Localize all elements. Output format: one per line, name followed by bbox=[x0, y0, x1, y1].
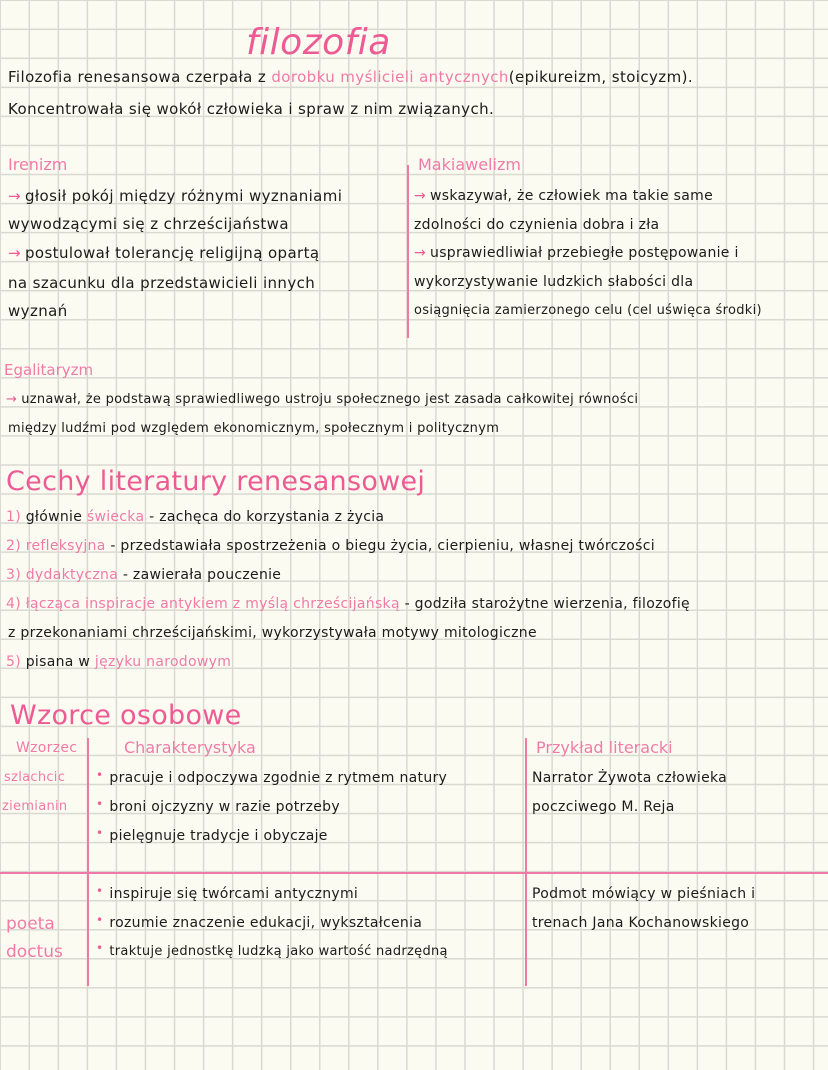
trait-item: • pielęgnuje tradycje i obyczaje bbox=[96, 826, 328, 844]
cechy-item: 5) pisana w języku narodowym bbox=[6, 654, 232, 670]
makiawelizm-line: zdolności do czynienia dobra i zła bbox=[414, 217, 660, 233]
trait-item: • inspiruje się twórcami antycznymi bbox=[96, 884, 359, 902]
cechy-heading: Cechy literatury renesansowej bbox=[6, 466, 426, 497]
cechy-item: 2) refleksyjna - przedstawiała spostrzeżenia o biegu życia, cierpieniu, własnej twórczości bbox=[6, 538, 655, 554]
wzorzec-name: ziemianin bbox=[2, 799, 68, 814]
makiawelizm-line: osiągnięcia zamierzonego celu (cel uświęca środki) bbox=[414, 303, 762, 318]
column-header-wzorzec: Wzorzec bbox=[16, 740, 78, 756]
intro-line-1 bbox=[8, 68, 693, 86]
arrow-icon: → bbox=[8, 187, 21, 205]
intro-text-end: (epikureizm, stoicyzm). bbox=[508, 68, 694, 86]
example-line: trenach Jana Kochanowskiego bbox=[532, 915, 750, 931]
intro-highlight: dorobku myślicieli antycznych bbox=[271, 68, 509, 86]
example-line: Podmot mówiący w pieśniach i bbox=[532, 886, 756, 902]
bullet-icon: • bbox=[96, 826, 104, 840]
bullet-icon: • bbox=[96, 913, 104, 927]
wzorzec-name: doctus bbox=[6, 942, 63, 962]
trait-item: • pracuje i odpoczywa zgodnie z rytmem natury bbox=[96, 768, 448, 786]
bullet-icon: • bbox=[96, 884, 104, 898]
example-line: Narrator Żywota człowieka bbox=[532, 770, 728, 786]
table-divider-left bbox=[87, 738, 89, 986]
cechy-item: 3) dydaktyczna - zawierała pouczenie bbox=[6, 567, 282, 583]
arrow-icon: → bbox=[8, 244, 21, 262]
column-header-charakterystyka: Charakterystyka bbox=[124, 738, 256, 757]
irenizm-line: → postulował tolerancję religijną opartą bbox=[8, 244, 320, 262]
irenizm-heading: Irenizm bbox=[8, 155, 68, 174]
trait-item: • broni ojczyzny w razie potrzeby bbox=[96, 797, 340, 815]
makiawelizm-line: → usprawiedliwiał przebiegłe postępowanie i bbox=[414, 245, 739, 261]
table-divider-right bbox=[525, 738, 527, 986]
makiawelizm-line: → wskazywał, że człowiek ma takie same bbox=[414, 188, 713, 204]
arrow-icon: → bbox=[414, 188, 427, 204]
irenizm-line: wyznań bbox=[8, 302, 68, 320]
example-line: poczciwego M. Reja bbox=[532, 799, 675, 815]
egalitaryzm-heading: Egalitaryzm bbox=[4, 361, 94, 379]
trait-item: • traktuje jednostkę ludzką jako wartość nadrzędną bbox=[96, 941, 448, 959]
cechy-item: 1) głównie świecka - zachęca do korzystania z życia bbox=[6, 509, 385, 525]
wzorce-heading: Wzorce osobowe bbox=[10, 700, 242, 731]
wzorzec-name: poeta bbox=[6, 914, 55, 934]
page-title: filozofia bbox=[246, 22, 391, 63]
bullet-icon: • bbox=[96, 797, 104, 811]
column-divider bbox=[407, 165, 409, 338]
bullet-icon: • bbox=[96, 768, 104, 782]
trait-item: • rozumie znaczenie edukacji, wykształcenia bbox=[96, 913, 423, 931]
arrow-icon: → bbox=[6, 392, 18, 407]
cechy-item: 4) łącząca inspiracje antykiem z myślą chrześcijańską - godziła starożytne wierzenia, filozofię bbox=[6, 596, 690, 612]
irenizm-line: na szacunku dla przedstawicieli innych bbox=[8, 274, 316, 292]
column-header-przyklad: Przykład literacki bbox=[536, 738, 673, 757]
irenizm-line: wywodzącymi się z chrześcijaństwa bbox=[8, 215, 289, 233]
arrow-icon: → bbox=[414, 245, 427, 261]
egalitaryzm-line: między ludźmi pod względem ekonomicznym, społecznym i politycznym bbox=[8, 421, 500, 436]
wzorzec-name: szlachcic bbox=[4, 770, 66, 785]
table-row-divider bbox=[0, 872, 828, 874]
irenizm-line: → głosił pokój między różnymi wyznaniami bbox=[8, 187, 343, 205]
cechy-item-continued: z przekonaniami chrześcijańskimi, wykorzystywała motywy mitologiczne bbox=[8, 625, 537, 641]
egalitaryzm-line: → uznawał, że podstawą sprawiedliwego ustroju społecznego jest zasada całkowitej równości bbox=[6, 392, 639, 407]
intro-line-2: Koncentrowała się wokół człowieka i spraw z nim związanych. bbox=[8, 100, 495, 118]
makiawelizm-line: wykorzystywanie ludzkich słabości dla bbox=[414, 274, 694, 290]
intro-text: Filozofia renesansowa czerpała z bbox=[8, 68, 272, 86]
bullet-icon: • bbox=[96, 941, 104, 955]
makiawelizm-heading: Makiawelizm bbox=[418, 155, 521, 174]
